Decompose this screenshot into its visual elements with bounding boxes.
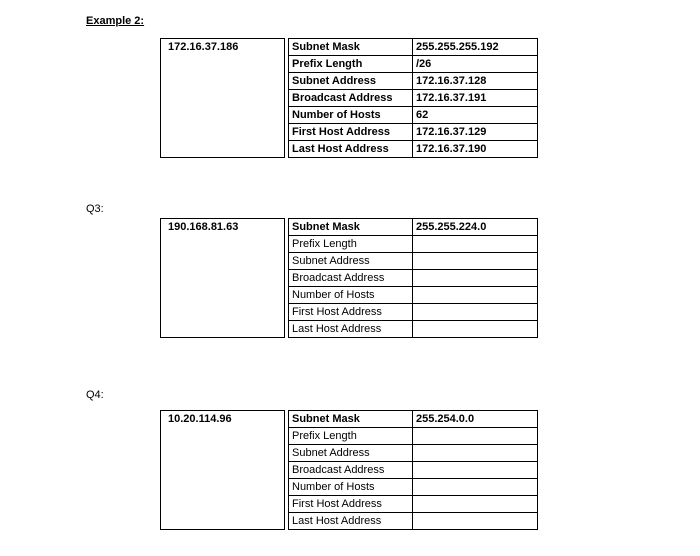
table-row [289,141,538,158]
q4-ip: 10.20.114.96 [160,410,285,530]
example-2-table [288,38,538,158]
answer-cell[interactable] [412,428,537,445]
table-row [289,219,538,236]
answer-cell[interactable] [412,321,537,338]
table-row [289,479,538,496]
table-row [289,462,538,479]
answer-cell[interactable] [412,236,537,253]
row-value: 172.16.37.190 [412,141,537,158]
row-value: 255.255.255.192 [412,39,537,56]
row-value: 255.254.0.0 [412,411,537,428]
row-label: Number of Hosts [289,287,413,304]
row-value: 62 [412,107,537,124]
table-row [289,73,538,90]
example-2-block [160,38,538,158]
example-2-ip: 172.16.37.186 [160,38,285,158]
answer-cell[interactable] [412,462,537,479]
table-row [289,496,538,513]
table-row [289,90,538,107]
row-label: Broadcast Address [289,270,413,287]
row-label: Prefix Length [289,428,413,445]
row-label: Broadcast Address [289,462,413,479]
table-row [289,321,538,338]
row-value: 172.16.37.191 [412,90,537,107]
table-row [289,445,538,462]
table-row [289,411,538,428]
q3-heading: Q3: [86,203,104,215]
q4-heading: Q4: [86,389,104,401]
answer-cell[interactable] [412,304,537,321]
table-row [289,39,538,56]
row-value: /26 [412,56,537,73]
table-row [289,253,538,270]
answer-cell[interactable] [412,479,537,496]
table-row [289,287,538,304]
row-value: 172.16.37.128 [412,73,537,90]
row-value: 255.255.224.0 [412,219,537,236]
q3-block [160,218,538,338]
row-label: Number of Hosts [289,479,413,496]
answer-cell[interactable] [412,513,537,530]
row-label: Broadcast Address [289,90,413,107]
row-label: First Host Address [289,304,413,321]
q4-block [160,410,538,530]
row-label: Prefix Length [289,56,413,73]
row-label: Prefix Length [289,236,413,253]
table-row [289,513,538,530]
answer-cell[interactable] [412,253,537,270]
row-label: Last Host Address [289,321,413,338]
table-row [289,304,538,321]
row-label: Subnet Mask [289,411,413,428]
table-row [289,270,538,287]
answer-cell[interactable] [412,496,537,513]
row-value: 172.16.37.129 [412,124,537,141]
q4-table [288,410,538,530]
answer-cell[interactable] [412,270,537,287]
table-row [289,124,538,141]
row-label: First Host Address [289,124,413,141]
example-2-heading: Example 2: [86,15,145,27]
row-label: Subnet Address [289,73,413,90]
row-label: First Host Address [289,496,413,513]
row-label: Last Host Address [289,513,413,530]
row-label: Last Host Address [289,141,413,158]
q3-ip: 190.168.81.63 [160,218,285,338]
row-label: Subnet Mask [289,39,413,56]
answer-cell[interactable] [412,445,537,462]
table-row [289,236,538,253]
answer-cell[interactable] [412,287,537,304]
row-label: Subnet Address [289,253,413,270]
q3-table [288,218,538,338]
table-row [289,107,538,124]
row-label: Subnet Address [289,445,413,462]
row-label: Subnet Mask [289,219,413,236]
row-label: Number of Hosts [289,107,413,124]
table-row [289,428,538,445]
table-row [289,56,538,73]
